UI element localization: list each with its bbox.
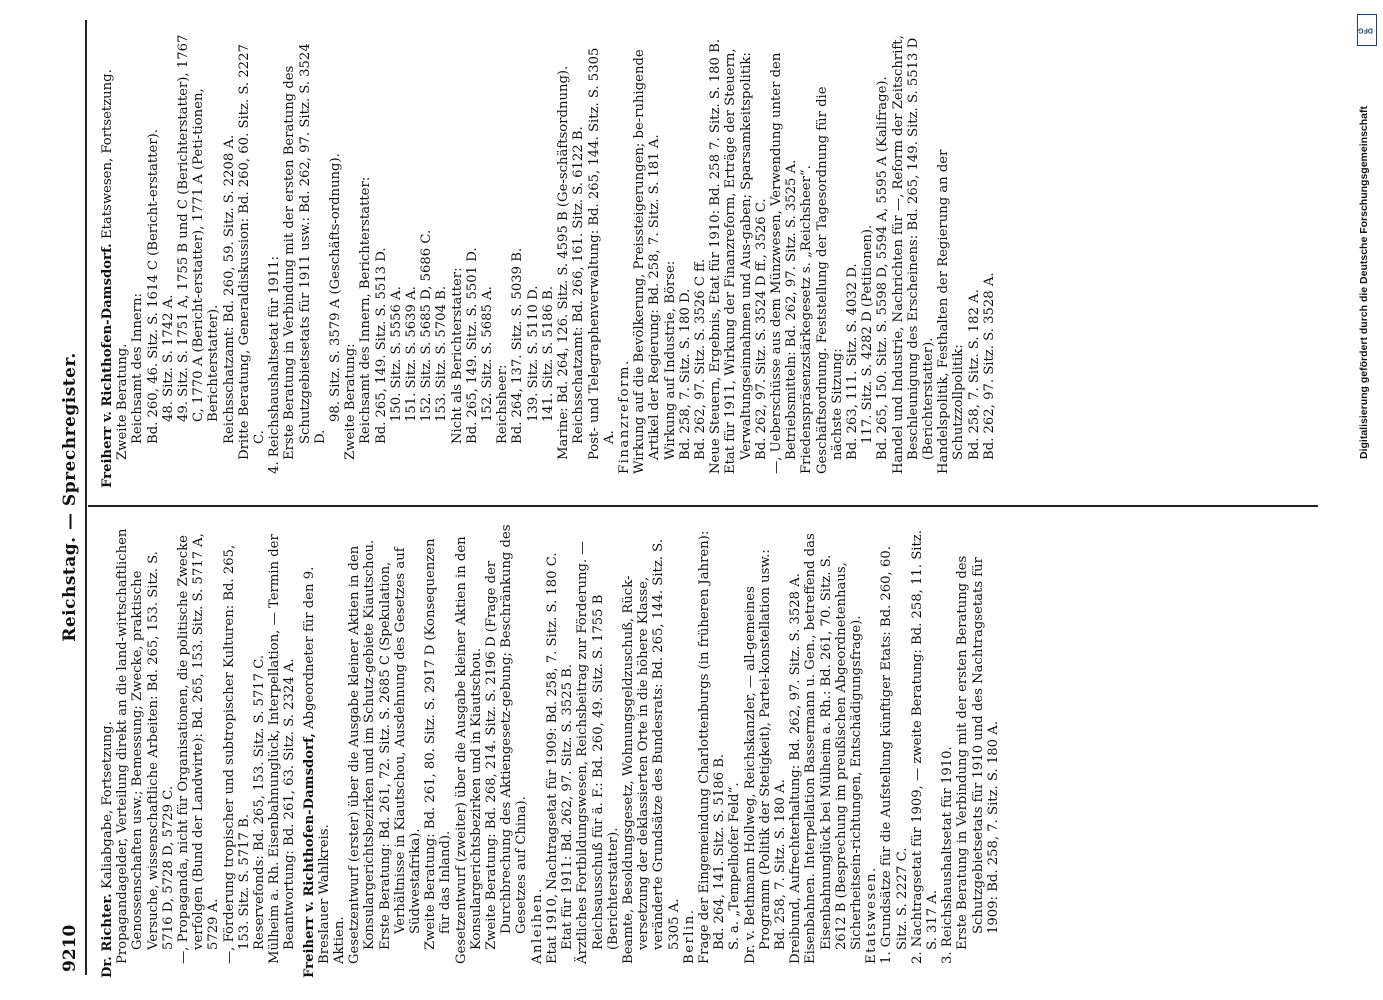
entry-text: Etatswesen.: [864, 866, 880, 964]
left-entry: [545, 523, 560, 978]
speaker-name: Freiherr v. Richthofen-Damsdorf,: [301, 733, 317, 978]
entry-text: Erste Beratung: Bd. 261, 72. Sitz. S. 2685 C (Spekulation, Verhältnisse in Kiautschou, Ausdehnung des Gesetzes auf Südwestafrika).: [377, 547, 424, 950]
entry-text: —, Propaganda, nicht für Organisationen, die politische Zwecke verfolgen (Bund der Landwirte): Bd. 265, 153. Sitz. S. 5717 A, 5729 A.: [176, 533, 222, 964]
left-column: [100, 523, 1001, 978]
left-entry: [697, 523, 727, 978]
right-entry: [495, 33, 510, 488]
left-entry: [115, 523, 176, 978]
entry-text: Finanzreform.: [616, 359, 632, 474]
entry-text: Reichsamt des Innern:: [130, 293, 146, 444]
entry-text: Etat für 1911: Bd. 262, 97. Sitz. S. 3525 B.: [560, 663, 576, 950]
right-entry: [465, 33, 480, 488]
right-entry: [480, 33, 495, 488]
entry-text: Wirkung auf die Bevölkerung, Preissteigerungen; be-ruhigende Artikel der Regierung: Bd. 258, 7. Sitz. S. 181 A.: [632, 49, 663, 474]
entry-text: Etatswesen, Fortsetzung.: [100, 69, 115, 244]
entry-text: Post- und Telegraphenverwaltung: Bd. 265, 144. Sitz. S. 5305 A.: [586, 47, 617, 460]
entry-text: 49. Sitz. S. 1751 A, 1755 B und C (Berichterstatter), 1767 C, 1770 A (Bericht-erstatter), 1771 A (Peti-tionen, Berichterstatter).: [176, 34, 222, 422]
entry-text: 139. Sitz. S. 5110 D.: [525, 285, 541, 422]
entry-text: 152. Sitz. S. 5685 D, 5686 C.: [419, 229, 435, 422]
entry-text: 150. Sitz. S. 5556 A.: [388, 286, 404, 422]
right-entry: [982, 33, 997, 488]
left-entry: [332, 523, 347, 978]
entry-text: 48. Sitz. S. 1742 A.: [160, 294, 176, 422]
right-entry: [404, 33, 419, 488]
right-entry: [176, 33, 222, 488]
right-entry: [875, 33, 890, 488]
left-entry: [788, 523, 803, 978]
entry-text: Mülheim a. Rh. Eisenbahnunglück, Interpellation, — Termin der Beantwortung: Bd. 261, 63. Sitz. S. 2324 A.: [267, 534, 298, 964]
entry-text: Kaliabgabe, Fortsetzung.: [100, 721, 115, 894]
entry-text: Dreibund, Aufrechterhaltung: Bd. 262, 97. Sitz. S. 3528 A.: [788, 573, 804, 964]
left-entry: [575, 523, 621, 978]
right-entry: [358, 33, 373, 488]
dfg-stamp: [1356, 6, 1378, 994]
left-entry: [423, 523, 453, 978]
entry-text: Gesetzentwurf (zweiter) über die Ausgabe kleiner Aktien in den Konsulargerichtsbezirken und in Kiautschou.: [453, 536, 484, 964]
left-entry: [302, 523, 332, 978]
right-entry: [541, 33, 556, 488]
right-entry: [678, 33, 693, 488]
column-divider: [88, 506, 1318, 508]
right-entry: [130, 33, 145, 488]
left-entry: [727, 523, 742, 978]
right-entry: [510, 33, 525, 488]
left-entry: [879, 523, 909, 978]
left-entry: [803, 523, 864, 978]
right-entry: [556, 33, 571, 488]
right-entry: [100, 33, 115, 488]
right-entry: [799, 33, 814, 488]
stamp-text: Digitalisierung gefördert durch die Deutsche Forschungsgemeinschaft: [1358, 106, 1370, 459]
right-entry: [146, 33, 161, 488]
entry-text: Reservefonds: Bd. 265, 153. Sitz. S. 5717 C.: [252, 654, 268, 950]
left-entry: [252, 523, 267, 978]
entry-text: Propagandagelder, Verteilung direkt an die land-wirtschaftlichen Genossenschaften usw.; Bemessung; Zwecke, praktische Versuche, wissenschaftliche Arbeiten: Bd. 265, 153. Sitz. S. 5716 D, 5728 D, 5729 C.: [115, 528, 176, 964]
left-entry: [222, 523, 252, 978]
dfg-logo: [1357, 14, 1377, 46]
left-entry: [100, 523, 115, 978]
entry-text: Bd. 262, 97. Sitz. S. 3528 A.: [981, 272, 997, 460]
right-entry: [571, 33, 586, 488]
entry-text: Nicht als Berichterstatter:: [449, 267, 465, 444]
right-entry: [526, 33, 541, 488]
right-entry: [663, 33, 678, 488]
right-entry: [845, 33, 860, 488]
left-entry: [743, 523, 789, 978]
left-entry: [267, 523, 297, 978]
entry-text: Bd. 263, 111. Sitz. S. 4032 D.: [844, 263, 860, 460]
right-entry: [267, 33, 282, 488]
entry-text: Reichsamt des Innern, Berichterstatter:: [358, 176, 374, 444]
right-entry: [967, 33, 982, 488]
left-entry: [621, 523, 682, 978]
header-rule: [85, 20, 87, 975]
entry-text: Dritte Beratung, Generaldiskussion: Bd. 260, 60. Sitz. S. 2227 C.: [236, 44, 268, 460]
right-entry: [374, 33, 389, 488]
left-entry: [484, 523, 530, 978]
entry-text: Bd. 265, 149. Sitz. S. 5513 D.: [373, 247, 389, 444]
entry-text: 153. Sitz. S. 5704 B.: [434, 285, 450, 422]
entry-text: Etat 1910, Nachtragsetat für 1909: Bd. 258, 7. Sitz. S. 180 C.: [544, 552, 560, 964]
right-entry: [222, 33, 237, 488]
entry-text: Bd. 258, 7. Sitz. S. 180 D.: [677, 288, 693, 460]
left-entry: [560, 523, 575, 978]
right-column: [100, 33, 997, 488]
right-entry: [693, 33, 708, 488]
right-entry: [891, 33, 937, 488]
entry-text: Bd. 265, 149. Sitz. S. 5501 D.: [464, 247, 480, 444]
right-entry: [237, 33, 267, 488]
entry-text: 4. Reichshaushaltsetat für 1911:: [267, 256, 283, 474]
right-entry: [328, 33, 343, 488]
entry-text: Reichsschatzamt: Bd. 266, 161. Sitz. S. 6122 B.: [571, 126, 587, 444]
entry-text: S. a. „Tempelhofer Feld“.: [727, 782, 743, 950]
entry-text: Erste Beratung in Verbindung mit der ersten Beratung des Schutzgebietsetats für 1911 usw.: Bd. 262, 97. Sitz. S. 3524 D.: [282, 43, 328, 460]
left-entry: [176, 523, 222, 978]
entry-text: Abgeordneter für den 9. Breslauer Wahlkreis.: [301, 566, 332, 964]
entry-text: —, Förderung tropischer und subtropischer Kulturen: Bd. 265, 153. Sitz. S. 5717 B.: [221, 544, 252, 964]
right-entry: [450, 33, 465, 488]
right-entry: [389, 33, 404, 488]
right-entry: [860, 33, 875, 488]
entry-text: Wirkung auf Industrie, Börse:: [662, 260, 678, 460]
entry-text: Marine: Bd. 264, 126. Sitz. S. 4595 B (Ge-schäftsordnung).: [556, 65, 572, 460]
left-entry: [347, 523, 377, 978]
entry-text: —, Ueberschüsse aus dem Münzwesen, Verwendung unter den Betriebsmitteln: Bd. 262, 97. Sitz. S. 3525 A.: [768, 52, 800, 474]
right-entry: [115, 33, 130, 488]
entry-text: Reichsschatzamt: Bd. 260, 59. Sitz. S. 2208 A.: [221, 134, 237, 444]
entry-text: 1. Grundsätze für die Aufstellung künftiger Etats: Bd. 260, 60. Sitz. S. 2227 C.: [879, 546, 910, 964]
right-entry: [617, 33, 632, 488]
right-entry: [769, 33, 799, 488]
entry-text: Zweite Beratung.: [115, 343, 131, 460]
running-title: Reichstag. — Sprechregister.: [60, 352, 80, 642]
entry-text: Frage der Eingemeindung Charlottenburgs (in früheren Jahren): Bd. 264, 141. Sitz. S. 5186 B.: [696, 530, 728, 964]
right-entry: [161, 33, 176, 488]
entry-text: Beamte, Besoldungsgesetz, Wohnungsgeldzuschuß, Rück-versetzung der deklassierten Orte in die höhere Klasse, veränderte Grundsätze des Bundesrats: Bd. 265, 144. Sitz. S. 5305 A.: [620, 539, 682, 964]
entry-text: Anleihen.: [529, 887, 545, 964]
entry-text: Friedenspräsenzstärkegesetz s. „Reichsheer“.: [799, 165, 815, 474]
entry-text: Bd. 258, 7. Sitz. S. 182 A.: [966, 289, 982, 460]
entry-text: 151. Sitz. S. 5639 A.: [404, 286, 420, 422]
right-entry: [632, 33, 662, 488]
entry-text: Bd. 264, 137. Sitz. S. 5039 B.: [510, 247, 526, 444]
entry-text: Geschäftsordnung. Feststellung der Tagesordnung für die nächste Sitzung:: [814, 86, 845, 474]
page-header: [56, 22, 86, 972]
left-entry: [530, 523, 545, 978]
entry-text: Zweite Beratung: Bd. 261, 80. Sitz. S. 2917 D (Konsequenzen für das Inland).: [423, 538, 454, 950]
entry-text: 2. Nachtragsetat für 1909, — zweite Beratung: Bd. 258, 11. Sitz. S. 317 A.: [909, 530, 940, 964]
entry-text: Bd. 265, 150. Sitz. S. 5598 D, 5594 A, 5595 A (Kalifrage).: [875, 76, 891, 460]
page-number: 9210: [60, 924, 80, 972]
right-entry: [708, 33, 723, 488]
right-entry: [282, 33, 328, 488]
entry-text: Berlin.: [681, 908, 697, 964]
entry-text: Eisenbahnen. Interpellation Bassermann u. Gen., betreffend das Eisenbahnunglück bei Mülheim a. Rh.: Bd. 261, 70. Sitz. S. 2612 B (Besprechung im preußischen Abgeordnetenhaus, Sicherheitsein-richtungen, Entschädigungsfrage).: [803, 533, 864, 964]
entry-text: Etat für 1911, Wirkung der Finanzreform, Erträge der Steuern, Verwaltungseinnahmen und Aus-gaben; Sparsamkeitspolitik: Bd. 262, 97. Sitz. S. 3524 D ff., 3526 C.: [723, 48, 769, 474]
entry-text: 117. Sitz. S. 4282 D (Petitionen).: [860, 224, 876, 444]
speaker-name: Freiherr v. Richthofen-Damsdorf.: [100, 243, 115, 488]
entry-text: Dr. v. Bethmann Hollweg, Reichskanzler, — all-gemeines Programm (Politik der Stetigkeit), Partei-konstellation usw.: Bd. 258, 7. Sitz. S. 180 A.: [742, 549, 788, 964]
entry-text: Reichsheer:: [495, 364, 511, 444]
left-entry: [454, 523, 484, 978]
left-entry: [940, 523, 955, 978]
right-entry: [815, 33, 845, 488]
entry-text: Neue Steuern, Ergebnis, Etat für 1910: Bd. 258 7. Sitz. S. 180 B.: [708, 38, 724, 474]
svg-text:DFG: DFG: [1358, 26, 1374, 34]
entry-text: Zweite Beratung:: [343, 343, 359, 460]
entry-text: Erste Beratung in Verbindung mit der ersten Beratung des Schutzgebietsetats für 1910 und des Nachtragsetats für 1909: Bd. 258, 7. Sitz. S. 180 A.: [955, 555, 1001, 950]
right-entry: [419, 33, 434, 488]
entry-text: Zweite Beratung: Bd. 268, 214. Sitz. S. 2196 D (Frage der Durchbrechung des Aktiengesetz-gebung; Beschränkung des Gesetzes auf China).: [484, 524, 530, 950]
right-entry: [723, 33, 769, 488]
left-entry: [682, 523, 697, 978]
entry-text: Aktien.: [332, 916, 348, 964]
right-entry: [343, 33, 358, 488]
left-entry: [378, 523, 424, 978]
entry-text: 98. Sitz. S. 3579 A (Geschäfts-ordnung).: [328, 153, 344, 422]
left-entry: [955, 523, 1001, 978]
entry-text: Bd. 262, 97. Sitz. S. 3526 C ff.: [692, 258, 708, 460]
entry-text: Ärztliches Fortbildungswesen, Reichsbeitrag zur Förderung. — Reichsausschuß für ä. F.: Bd. 260, 49. Sitz. S. 1755 B (Berichterstatter).: [575, 541, 621, 964]
entry-text: Bd. 260, 46. Sitz. S. 1614 C (Bericht-erstatter).: [145, 129, 161, 444]
entry-text: Handel und Industrie, Nachrichten für —, Reform der Zeitschrift, Beschleunigung des Erscheinens: Bd. 265, 149. Sitz. S. 5513 D (Berichterstatter).: [890, 35, 936, 474]
right-entry: [936, 33, 966, 488]
entry-text: Handelspolitik, Festhalten der Regierung an der Schutzzollpolitik:: [936, 149, 967, 474]
left-entry: [864, 523, 879, 978]
speaker-name: Dr. Richter.: [100, 893, 115, 978]
right-entry: [434, 33, 449, 488]
entry-text: Gesetzentwurf (erster) über die Ausgabe kleiner Aktien in den Konsulargerichtsbezirken und im Schutz-gebiete Kiautschou.: [347, 539, 378, 964]
entry-text: 3. Reichshaushaltsetat für 1910.: [940, 746, 956, 964]
left-entry: [910, 523, 940, 978]
right-entry: [587, 33, 617, 488]
entry-text: 152. Sitz. S. 5685 A.: [480, 286, 496, 422]
entry-text: 141. Sitz. S. 5186 B.: [540, 285, 556, 422]
